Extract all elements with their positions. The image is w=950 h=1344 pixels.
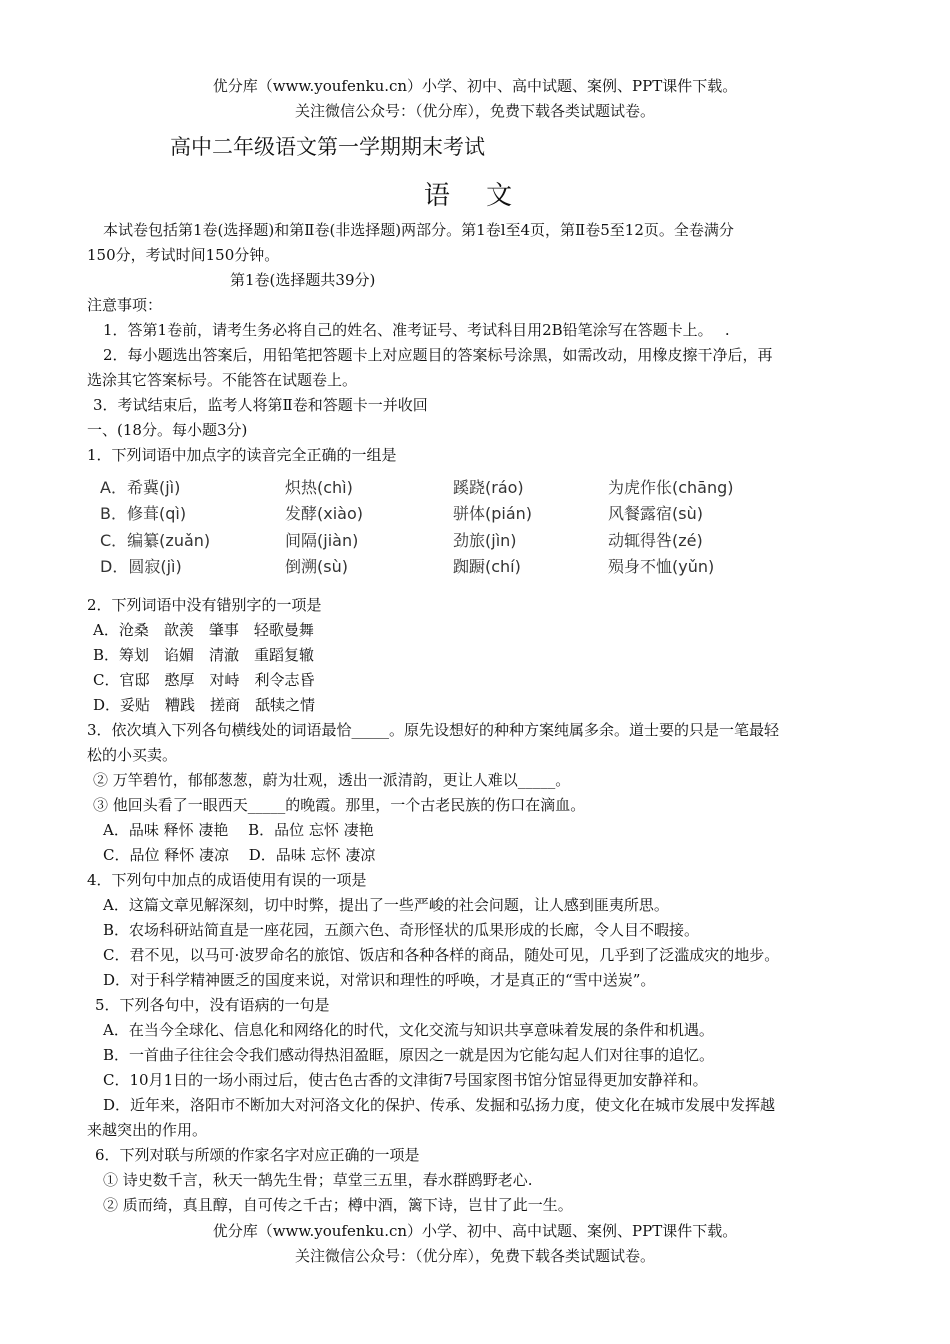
section-heading: 第1卷(选择题共39分) bbox=[230, 271, 376, 289]
q1-a-3: 蹊跷(ráo) bbox=[453, 478, 524, 497]
q1-c-1: C．编纂(zuǎn) bbox=[100, 531, 211, 550]
q1-b-3: 骈体(pián) bbox=[453, 504, 533, 523]
q5-option-a: A．在当今全球化、信息化和网络化的时代，文化交流与知识共享意味着发展的条件和机遇。 bbox=[103, 1021, 714, 1039]
q5-option-d-line-2: 来越突出的作用。 bbox=[87, 1121, 208, 1139]
note-2-line-1: 2．每小题选出答案后，用铅笔把答题卡上对应题目的答案标号涂黑，如需改动，用橡皮擦干净后，再 bbox=[103, 346, 773, 364]
subject-title: 语 文 bbox=[423, 181, 527, 211]
q2-option-d: D．妥贴 糟践 搓商 舐犊之情 bbox=[93, 696, 316, 714]
q5-option-d-line-1: D．近年来，洛阳市不断加大对河洛文化的保护、传承、发掘和弘扬力度，使文化在城市发展中发挥越 bbox=[103, 1096, 776, 1114]
q5-option-c: C．10月1日的一场小雨过后，使古色古香的文津街7号国家图书馆分馆显得更加安静祥和。 bbox=[103, 1071, 708, 1089]
q1-c-2: 间隔(jiàn) bbox=[285, 531, 359, 550]
q1-c-4: 动辄得咎(zé) bbox=[608, 531, 703, 550]
header-line-1: 优分库（www.youfenku.cn）小学、初中、高中试题、案例、PPT课件下载。 bbox=[212, 77, 738, 95]
q1-d-4: 殒身不恤(yǔn) bbox=[608, 557, 715, 576]
q2-option-c: C．官邸 憨厚 对峙 利令志昏 bbox=[93, 671, 315, 689]
footer-line-1: 优分库（www.youfenku.cn）小学、初中、高中试题、案例、PPT课件下载。 bbox=[212, 1222, 738, 1240]
q1-d-1: D．圆寂(jì) bbox=[100, 557, 182, 576]
q1-d-2: 倒溯(sù) bbox=[285, 557, 348, 576]
q1-b-2: 发酵(xiào) bbox=[285, 504, 363, 523]
q1-c-3: 劲旅(jìn) bbox=[453, 531, 517, 550]
q2-option-a: A．沧桑 歆羡 肇事 轻歌曼舞 bbox=[93, 621, 314, 639]
note-1: 1．答第1卷前，请考生务必将自己的姓名、准考证号、考试科目用2B铅笔涂写在答题卡上。 . bbox=[103, 321, 730, 339]
header-line-2: 关注微信公众号：（优分库），免费下载各类试题试卷。 bbox=[294, 102, 655, 120]
q3-sentence-3: ③ 他回头看了一眼西天_____的晚霞。那里，一个古老民族的伤口在滴血。 bbox=[93, 796, 586, 814]
q1-d-3: 踟蹰(chí) bbox=[453, 557, 521, 576]
question-3-stem-line-2: 松的小买卖。 bbox=[87, 746, 178, 764]
q4-option-c: C．君不见，以马可·波罗命名的旅馆、饭店和各种各样的商品，随处可见，几乎到了泛滥成灾的地步。 bbox=[103, 946, 780, 964]
q1-a-4: 为虎作伥(chāng) bbox=[608, 478, 734, 497]
q5-option-b: B．一首曲子往往会令我们感动得热泪盈眶，原因之一就是因为它能勾起人们对往事的追忆。 bbox=[103, 1046, 715, 1064]
q1-a-2: 炽热(chì) bbox=[285, 478, 353, 497]
q3-sentence-2: ② 万竿碧竹，郁郁葱葱，蔚为壮观，透出一派清韵，更让人难以_____。 bbox=[93, 771, 571, 789]
q4-option-b: B．农场科研站简直是一座花园，五颜六色、奇形怪状的瓜果形成的长廊，令人目不暇接。 bbox=[103, 921, 700, 939]
q1-a-1: A．希冀(jì) bbox=[100, 478, 181, 497]
question-2-stem: 2．下列词语中没有错别字的一项是 bbox=[87, 596, 322, 614]
exam-title: 高中二年级语文第一学期期末考试 bbox=[170, 135, 485, 159]
q6-couplet-1: ① 诗史数千言，秋天一鹄先生骨；草堂三五里，春水群鸥野老心. bbox=[103, 1171, 533, 1189]
q3-options-ab: A．品味 释怀 凄艳 B．品位 忘怀 凄艳 bbox=[103, 821, 374, 839]
question-3-stem-line-1: 3．依次填入下列各句横线处的词语最恰_____。原先设想好的种种方案纯属多余。道士要的只是一笔最轻 bbox=[87, 721, 780, 739]
notes-heading: 注意事项： bbox=[87, 296, 163, 314]
note-3: 3．考试结束后，监考人将第Ⅱ卷和答题卡一并收回 bbox=[93, 396, 428, 414]
q1-b-1: B．修葺(qì) bbox=[100, 504, 187, 523]
intro-line-1: 本试卷包括第1卷(选择题)和第Ⅱ卷(非选择题)两部分。第1卷l至4页，第Ⅱ卷5至12页。全卷满分 bbox=[103, 221, 734, 239]
q4-option-a: A．这篇文章见解深刻，切中时弊，提出了一些严峻的社会问题，让人感到匪夷所思。 bbox=[103, 896, 669, 914]
q4-option-d: D．对于科学精神匮乏的国度来说，对常识和理性的呼唤，才是真正的“雪中送炭”。 bbox=[103, 971, 656, 989]
part-one-heading: 一、(18分。每小题3分) bbox=[87, 421, 248, 439]
footer-line-2: 关注微信公众号：（优分库），免费下载各类试题试卷。 bbox=[294, 1247, 655, 1265]
q6-couplet-2: ② 质而绮，真且醇，自可传之千古；樽中酒，篱下诗，岂甘了此一生。 bbox=[103, 1196, 573, 1214]
question-4-stem: 4．下列句中加点的成语使用有误的一项是 bbox=[87, 871, 367, 889]
question-5-stem: 5．下列各句中，没有语病的一句是 bbox=[95, 996, 330, 1014]
question-1-stem: 1．下列词语中加点字的读音完全正确的一组是 bbox=[87, 446, 397, 464]
intro-line-2: 150分，考试时间150分钟。 bbox=[87, 246, 280, 264]
note-2-line-2: 选涂其它答案标号。不能答在试题卷上。 bbox=[87, 371, 358, 389]
q1-b-4: 风餐露宿(sù) bbox=[608, 504, 703, 523]
question-6-stem: 6．下列对联与所颂的作家名字对应正确的一项是 bbox=[95, 1146, 420, 1164]
q3-options-cd: C．品位 释怀 凄凉 D．品味 忘怀 凄凉 bbox=[103, 846, 376, 864]
q2-option-b: B．筹划 谄媚 清澈 重蹈复辙 bbox=[93, 646, 315, 664]
